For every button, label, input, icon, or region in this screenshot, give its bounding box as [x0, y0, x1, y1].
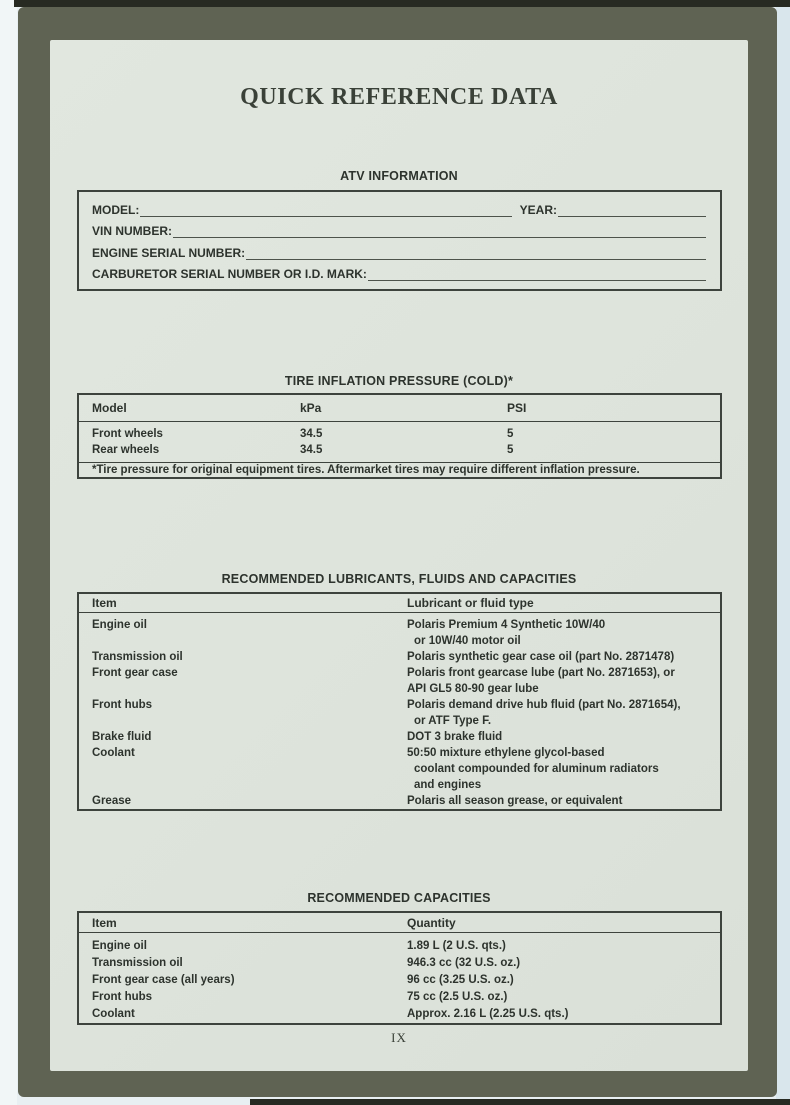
page-title: QUICK REFERENCE DATA	[240, 84, 558, 110]
cell-fluid: Polaris synthetic gear case oil (part No. 2871478)	[407, 651, 675, 663]
capacities-table	[77, 911, 722, 1025]
atv-information-heading: ATV INFORMATION	[340, 169, 458, 183]
carburetor-fill-line	[368, 267, 706, 281]
cell-kpa: 34.5	[300, 428, 323, 440]
table-row	[79, 649, 720, 665]
cell-item: Engine oil	[92, 940, 147, 952]
cell-item	[92, 633, 407, 649]
tire-table-body	[79, 422, 720, 458]
capacities-table-body	[79, 933, 720, 1023]
model-fill-line	[140, 203, 511, 217]
table-row	[79, 989, 720, 1006]
cell-fluid: DOT 3 brake fluid	[407, 731, 503, 743]
cell-item: Coolant	[92, 1008, 135, 1020]
cell-fluid: 50:50 mixture ethylene glycol-based	[407, 747, 605, 759]
lubricants-table-header	[79, 594, 720, 613]
cell-fluid: Polaris all season grease, or equivalent	[407, 795, 623, 807]
lubricants-table	[77, 592, 722, 811]
table-row	[79, 745, 720, 761]
table-row	[79, 681, 720, 697]
cell-item: Front hubs	[92, 991, 153, 1003]
cell-fluid: Polaris front gearcase lube (part No. 2871653), or	[407, 667, 675, 679]
cell-kpa: 34.5	[300, 444, 323, 456]
cell-psi: 5	[507, 428, 514, 440]
cell-item: Front gear case (all years)	[92, 974, 235, 986]
cell-item	[92, 713, 407, 729]
vin-row	[92, 218, 708, 239]
tire-pressure-footnote: *Tire pressure for original equipment tires. Aftermarket tires may require different inflation pressure.	[79, 462, 720, 477]
cell-fluid: or 10W/40 motor oil	[414, 635, 521, 647]
table-row	[79, 729, 720, 745]
col-header-model: Model	[92, 401, 127, 415]
table-row	[79, 1006, 720, 1023]
capacities-table-header	[79, 913, 720, 933]
model-year-row	[92, 197, 708, 218]
carburetor-label: CARBURETOR SERIAL NUMBER OR I.D. MARK:	[92, 267, 367, 282]
table-row	[79, 777, 720, 793]
cell-item: Front gear case	[92, 667, 178, 679]
engine-serial-fill-line	[246, 246, 706, 260]
table-row	[79, 955, 720, 972]
col-header-fluid-type: Lubricant or fluid type	[407, 596, 534, 610]
lubricants-heading: RECOMMENDED LUBRICANTS, FLUIDS AND CAPACITIES	[221, 572, 577, 586]
cell-quantity: 75 cc (2.5 U.S. oz.)	[407, 991, 508, 1003]
cell-fluid: API GL5 80-90 gear lube	[407, 683, 539, 695]
model-label: MODEL:	[92, 202, 140, 217]
table-row	[79, 972, 720, 989]
cell-item: Front hubs	[92, 699, 153, 711]
table-row	[79, 633, 720, 649]
year-label: YEAR:	[519, 202, 557, 217]
table-row	[79, 442, 720, 458]
cell-fluid: or ATF Type F.	[414, 715, 492, 727]
cell-item	[92, 777, 407, 793]
cell-item: Grease	[92, 795, 132, 807]
table-row	[79, 697, 720, 713]
cell-item: Engine oil	[92, 619, 147, 631]
col-header-item: Item	[92, 596, 117, 610]
cell-model: Front wheels	[92, 428, 163, 440]
vin-label: VIN NUMBER:	[92, 224, 172, 239]
cell-quantity: 1.89 L (2 U.S. qts.)	[407, 940, 506, 952]
cell-fluid: and engines	[414, 779, 482, 791]
cell-item: Transmission oil	[92, 957, 183, 969]
table-row	[79, 713, 720, 729]
table-row	[79, 938, 720, 955]
engine-serial-row	[92, 240, 708, 261]
lubricants-table-body	[79, 613, 720, 809]
table-row	[79, 426, 720, 442]
cell-quantity: Approx. 2.16 L (2.25 U.S. qts.)	[407, 1008, 569, 1020]
tire-pressure-table	[77, 393, 722, 479]
tire-table-header	[79, 395, 720, 422]
carburetor-row	[92, 261, 708, 282]
year-fill-line	[558, 203, 706, 217]
table-row	[79, 617, 720, 633]
table-row	[79, 793, 720, 809]
table-row	[79, 665, 720, 681]
atv-information-box	[77, 190, 722, 291]
cell-model: Rear wheels	[92, 444, 160, 456]
col-header-kpa: kPa	[300, 401, 322, 415]
col-header-item: Item	[92, 915, 117, 930]
capacities-heading: RECOMMENDED CAPACITIES	[307, 891, 491, 905]
engine-serial-label: ENGINE SERIAL NUMBER:	[92, 245, 246, 260]
tire-pressure-heading: TIRE INFLATION PRESSURE (COLD)*	[284, 374, 514, 388]
col-header-quantity: Quantity	[407, 915, 456, 930]
cell-item: Brake fluid	[92, 731, 152, 743]
cell-fluid: Polaris demand drive hub fluid (part No. 2871654),	[407, 699, 681, 711]
page-number: IX	[391, 1030, 407, 1045]
cell-quantity: 946.3 cc (32 U.S. oz.)	[407, 957, 521, 969]
cell-item	[92, 761, 407, 777]
cell-item	[92, 681, 407, 697]
cell-fluid: coolant compounded for aluminum radiators	[414, 763, 659, 775]
cell-quantity: 96 cc (3.25 U.S. oz.)	[407, 974, 514, 986]
cell-item: Coolant	[92, 747, 135, 759]
vin-fill-line	[173, 224, 706, 238]
cell-item: Transmission oil	[92, 651, 183, 663]
cell-psi: 5	[507, 444, 514, 456]
table-row	[79, 761, 720, 777]
cell-fluid: Polaris Premium 4 Synthetic 10W/40	[407, 619, 606, 631]
col-header-psi: PSI	[507, 401, 527, 415]
